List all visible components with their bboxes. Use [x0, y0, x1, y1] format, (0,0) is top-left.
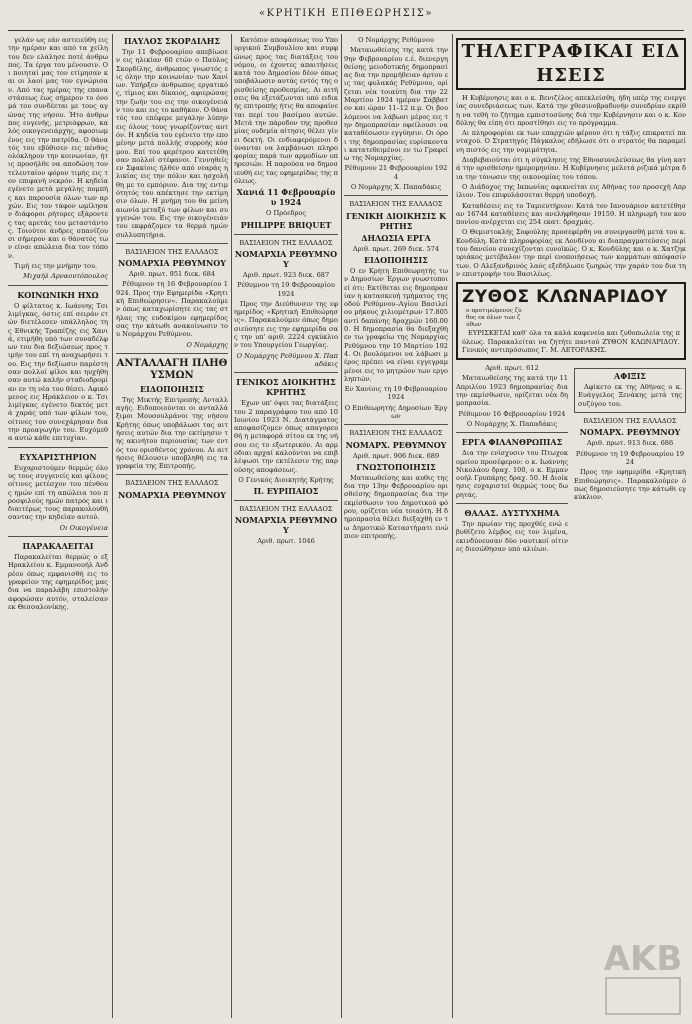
- news-body: Η Κυβέρνησις και ο κ. Βενιζέλος απεκλείσθη, ήδη υπέρ της ενεργείας συνεδριάσεως των. Κατά την χθεσινοβραδυνήν συνεδρίαν εκρίθη να τεθή το ζήτημα εμπιστοσύνης διά την Κυβέρνησιν και ο κ. Κονδύλης θα είπη ότι προστίθησι εις το πρόγραμμα.: [456, 94, 686, 127]
- divider: [456, 503, 568, 504]
- section-heading: ΕΥΧΑΡΙΣΤΗΡΙΟΝ: [19, 451, 97, 462]
- notice-title: ΝΟΜΑΡΧΙΑ ΡΕΘΥΜΝΟΥ: [118, 258, 226, 269]
- notice-title: ΓΕΝΙΚΗ ΔΙΟΙΚΗΣΙΣ ΚΡΗΤΗΣ: [345, 210, 447, 231]
- article-body: Κατόπιν αποφάσεως του Υπουργικού Συμβουλίου και συμφώνως προς τας διατάξεις του νόμου, οι έχοντες απαιτήσεις κατά του Δημοσίου δέον όπως υποβάλωσιν αυτάς εντός της ορισθείσης προθεσμίας. Αι αιτήσεις θα εξετάζωνται υπό ειδικής επιτροπής ήτις θα αποφαίνεται περί του βασίμου αυτών. Μετά την πάροδον της προθεσμίας ουδεμία αίτησις θέλει γίνει δεκτή. Οι ενδιαφερόμενοι δύνανται να λαμβάνωσι πληροφορίας παρά των αρμοδίων υπηρεσιών. Η παρούσα να δημοσιευθή εις τας εφημερίδας της πόλεως.: [234, 36, 338, 186]
- notice-signature: Ο Νομάρχης Ρεθύμνου: [358, 36, 434, 44]
- article-body: Την πρωίαν της προχθές ενώ εβυθίζετο λέμβος εις τον λιμένα, εκινδύνευσαν δύο ναυτικοί οίτινες διεσώθησαν υπό αλιέων.: [456, 519, 568, 553]
- news-body: Καταθέσεις εις το Ταμιευτήριον: Κατά τον Ιανουάριον κατετέθησαν 16744 καταθέσεις και ανελήφθησαν 19159. Η πληρωμή του κουπονίου ανέρχεται εις 254 εκατ. δραχμάς.: [456, 201, 686, 227]
- advertisement-body: ΕΥΡΙΣΚΕΤΑΙ καθ' όλα τα καλά καφενεία και ζυθοπωλεία της πόλεως. Παρακαλείται να ζητήτε παντού ΖΥΘΟΝ ΚΛΩΝΑΡΙΔΟΥ. Γενικός αντιπρόσωπος Γ. Μ. ΛΕΤΟΡΑΚΗΣ.: [462, 329, 680, 354]
- notice-body: Ματαιωθείσης και αυθις της δια την 13ην Φεβρουαρίου ορισθείσης δημοπρασίας δια την εκμίσθωσιν του Δημοτικού φόρου, ορίζεται νέα τοιαύτη. Η δημοπρασία θέλει διεξαχθή εν τω Δημοτικώ Καταστήματι ενώπιον επιτροπής.: [344, 473, 448, 540]
- notice-reference: Αριθ. πρωτ. 951 διεκ. 684: [128, 270, 216, 279]
- section-heading: ΠΑΡΑΚΑΛΕΙΤΑΙ: [22, 541, 94, 552]
- box-title: ΑΦΙΞΙΣ: [614, 371, 646, 382]
- signature-name: Π. ΕΥΡΙΠΑΙΟΣ: [253, 486, 319, 497]
- column-divider: [231, 34, 232, 1018]
- notice-signature: Ο Νομάρχης: [186, 340, 228, 349]
- masthead: «ΚΡΗΤΙΚΗ ΕΠΙΘΕΩΡΗΣΙΣ»: [259, 8, 433, 19]
- dateline: Ρέθυμνον τη 19 Φεβρουαρίου 1924: [237, 281, 335, 298]
- notice-body: Ρέθυμνον τη 16 Φεβρουαρίου 1924. Προς την Εφημερίδα «Κρητική Επιθεώρησιν». Παρακαλούμεν όπως καταχωρίσητε εις τας στήλας της ευδοκίμου εφημερίδος σας την κάτωθι ανακοίνωσιν του Νομάρχου Ρεθύμνου.: [116, 280, 228, 339]
- divider: [8, 285, 108, 286]
- dateline: Χανιά 11 Φεβρουαρίου 1924: [236, 187, 336, 208]
- article-body: Ευχαριστούμεν θερμώς όλους τους συγγενείς και φίλους οίτινες μετέσχον του πένθους ημών επί τη απώλεια του προσφιλούς ημών πατρός και ιδιαιτέρως τους παρακολουθήσαντας την κηδείαν αυτού.: [8, 463, 108, 522]
- watermark-text: ΑΚΒ: [603, 939, 683, 979]
- section-heading: ΑΝΤΑΛΛΑΓΗ ΠΛΗΘΥΣΜΩΝ: [116, 357, 228, 381]
- telegraph-news-heading: ΤΗΛΕΓΡΑΦΙΚΑΙ ΕΙΔΗΣΕΙΣ: [456, 38, 686, 90]
- notice-reference: Αριθ. πρωτ. 269 διεκ. 574: [352, 244, 440, 253]
- notice-signature: Ο Γενικός Διοικητής Κρήτης: [238, 475, 334, 484]
- news-body: Ο Διάδοχος της Ιαπωνίας αφικνείται εις Αθήνας τον προσεχή Απρίλιον. Του επιφυλάσσεται θερμή υποδοχή.: [456, 182, 686, 200]
- notice-body: Ματαιωθείσης της κατά την 9ην Φεβρουαρίου ε.έ. διενεργηθείσης μειοδοτικής δημοπρασίας δια την προμήθειαν άρτου εις τας φυλακάς Ρεθύμνου, ορίζεται νέα τοιαύτη δια την 22 Μαρτίου 1924 ημέραν Σάββατον και ώραν 11–12 π.μ. Οι βουλόμενοι να λάβωσι μέρος εις την δημοπρασίαν οφείλουσι να καταθέσωσιν εγγύησιν. Οι όροι της δημοπρασίας ευρίσκονται κατατεθειμένοι εν τω Γραφείω της Νομαρχίας.: [344, 46, 448, 163]
- notice-subtitle: ΓΝΩΣΤΟΠΟΙΗΣΙΣ: [356, 461, 436, 472]
- notice-signature: Ο Νομάρχης Ρεθύμνου Χ. Παπαδάκις: [236, 351, 338, 368]
- notice-header: ΒΑΣΙΛΕΙΟΝ ΤΗΣ ΕΛΛΑΔΟΣ: [239, 238, 333, 247]
- article-body: γελάν ως εάν αστειεύθη εις την ημέραν και από τα χείλη του δεν ελάλησε ποτέ άνθρωπος. Τα έργα του μένουσιν. Οι ποιηταί μας τον ετίμησαν και οι λαοί μας τον εγνώρισαν. Από τας ημέρας της επαναστάσεως έως σήμερον το όνομά του συνδέεται με τους αγώνας της νήσου. Ήτο άνθρωπος ευγενής, μετριόφρων, καλός οικογενειάρχης, αφοσιωμένος εις την πατρίδα. Ο θάνατός του εβύθισεν εις πένθος ολόκληρον την κοινωνίαν, ήτις προσήλθε να αποδώση τον τελευταίον φόρον τιμής εις τον επιφανή νεκρόν. Η κηδεία εγένετο μετά μεγάλης πομπής και παρουσία όλων των αρχών. Εις τον τάφον ωμίλησαν διάφοροι ρήτορες εξάροντες τας αρετάς του μεταστάντος. Τοιούτοι άνδρες σπανίζουσι σήμερον και ο θάνατός των είναι απώλεια δια τον τόπον.: [8, 36, 108, 260]
- dateline: Ρέθυμνον τη 19 Φεβρουαρίου 1924: [575, 449, 685, 466]
- notice-header: ΒΑΣΙΛΕΙΟΝ ΤΗΣ ΕΛΛΑΔΟΣ: [125, 479, 219, 488]
- divider: [234, 500, 338, 501]
- notice-subtitle: ΕΙΔΟΠΟΙΗΣΙΣ: [140, 383, 204, 394]
- notice-body: Ο εν Κρήτη Επιθεωρητής των Δημοσίων Έργων γνωστοποιεί ότι: Εκτίθεται εις δημοπρασίαν η κατασκευή τμήματος της οδού Ρεθύμνου–Αγίου Βασιλείου μήκους χιλιομέτρων 17.805 αντί δαπάνης δραχμών 160.000. Η δημοπρασία θα διεξαχθή εν τω γραφείω της Νομαρχίας Ρεθύμνου την 10 Μαρτίου 1924. Οι βουλόμενοι να λάβωσι μέρος πρέπει να είναι εγγεγραμμένοι εις το μητρώον των εργοληπτών.: [344, 266, 448, 383]
- lower-split: [456, 364, 686, 555]
- notice-title: ΝΟΜΑΡΧ. ΡΕΘΥΜΝΟΥ: [345, 439, 447, 450]
- notice-body: Προς την Διεύθυνσιν της εφημερίδος «Κρητική Επιθεώρησις». Παρακαλούμεν όπως δημοσιεύσητε εις την εφημερίδα σας την υπ' αριθ. 2224 εγκύκλιον του Υπουργείου Γεωργίας.: [234, 299, 338, 350]
- notice-subtitle: ΔΗΛΩΣΙΑ ΕΡΓΑ: [361, 232, 431, 243]
- article-body: Τιμή εις την μνήμην του.: [14, 262, 98, 271]
- notice-reference: Αριθ. πρωτ. 612: [485, 364, 539, 373]
- beer-advertisement: [456, 282, 686, 360]
- article-signature: Οι Οικογένεια: [59, 523, 108, 532]
- column-2: [116, 36, 228, 1018]
- notice-header: ΒΑΣΙΛΕΙΟΝ ΤΗΣ ΕΛΛΑΔΟΣ: [239, 505, 333, 514]
- column-divider: [341, 34, 342, 1018]
- column-4: [344, 36, 448, 1018]
- notice-header: ΒΑΣΙΛΕΙΟΝ ΤΗΣ ΕΛΛΑΔΟΣ: [349, 429, 443, 438]
- divider: [456, 432, 568, 433]
- section-heading: ΚΟΙΝΩΝΙΚΗ ΗΧΩ: [17, 289, 99, 300]
- section-heading: ΠΑΥΛΟΣ ΣΚΟΡΔΙΛΗΣ: [123, 36, 221, 46]
- news-body: Διαβεβαιούται ότι η σύγκλησις της Εθνοσυνελεύσεως θα γίνη κατά την ορισθείσην ημερομηνίαν. Η Κυβέρνησις μελετά ριζικά μέτρα δια την τόνωσιν της οικονομίας του τόπου.: [456, 156, 686, 181]
- notice-signature: Ο Νομάρχης Χ. Παπαδάκις: [350, 183, 442, 192]
- dateline: Ρέθυμνον 21 Φεβρουαρίου 1924: [344, 164, 448, 181]
- notice-body: Προς την εφημερίδα «Κρητική Επιθεώρησις». Παρακαλούμεν όπως δημοσιεύσητε την κάτωθι εγκύκλιον.: [574, 468, 686, 502]
- column-divider: [452, 34, 453, 1018]
- divider: [344, 424, 448, 425]
- section-heading: ΓΕΝΙΚΟΣ ΔΙΟΙΚΗΤΗΣ ΚΡΗΤΗΣ: [236, 377, 336, 398]
- notice-title: ΝΟΜΑΡΧΙΑ ΡΕΘΥΜΝΟΥ: [118, 489, 226, 500]
- divider: [344, 195, 448, 196]
- section-heading: ΘΑΛΑΣ. ΔΥΣΤΥΧΗΜΑ: [464, 507, 560, 518]
- article-body: Την 11 Φεβρουαρίου απεβίωσεν εις ηλικίαν 60 ετών ο Παύλος Σκορδίλης, άνθρωπος γνωστός εις όλην την κοινωνίαν των Χανίων. Υπήρξεν άνθρωπος εργατικός, τίμιος και δίκαιος, αφιερώσας την ζωήν του εις την οικογένειάν του και εις το καθήκον. Ο θάνατός του επέφερε μεγάλην λύπην εις όλους τους γνωρίζοντας αυτόν. Η κηδεία του εγένετο την επομένην μετά πολλής συρροής κόσμου. Επί του φερέτρου κατετέθησαν πολλοί στέφανοι. Γεννηθείς εν Σφακίοις ήλθεν από νεαράς ηλικίας εις την πόλιν και ησχολήθη με το εμπόριον. Δια της εντιμότητός του απέκτησε την εκτίμησιν όλων. Η μνήμη του θα μείνη αιωνία μεταξύ των φίλων και συγγενών του. Εις την οικογένειάν του εκφράζομεν τα θερμά ημών συλλυπητήρια.: [116, 48, 228, 239]
- advertisement-tagline: ο προτιμώμενος ζύθος εκ όλων των ζύθων: [466, 308, 522, 329]
- notice-header: ΒΑΣΙΛΕΙΟΝ ΤΗΣ ΕΛΛΑΔΟΣ: [349, 200, 443, 209]
- signature-name: PHILIPPE BRIQUET: [240, 219, 332, 230]
- notice-reference: Αριθ. πρωτ. 1046: [257, 537, 315, 546]
- notice-header: ΒΑΣΙΛΕΙΟΝ ΤΗΣ ΕΛΛΑΔΟΣ: [583, 417, 677, 426]
- notice-title: ΝΟΜΑΡΧΙΑ ΡΕΘΥΜΝΟΥ: [234, 248, 338, 269]
- notice-reference: Αριθ. πρωτ. 923 διεκ. 687: [242, 270, 330, 279]
- article-signature: Μιχαήλ Αρναουτόπουλος: [23, 272, 108, 281]
- divider: [116, 243, 228, 244]
- section-heading: ΕΡΓΑ ΦΙΛΑΝΘΡΩΠΙΑΣ: [461, 437, 563, 448]
- notice-body: Της Μικτής Επιτροπής Ανταλλαγής. Ειδοποιούνται οι ανταλλάξιμοι Μουσουλμάνοι της νήσου Κρήτης όπως υποβάλωσι τας αιτήσεις αυτών δια την εκτίμησιν της ακινήτου περιουσίας των εντός του ορισθέντος χρόνου. Αι αιτήσεις θέλουσιν υποβληθή εις τα γραφεία της Επιτροπής.: [116, 395, 228, 471]
- dateline: Εν Χανίοις τη 19 Φεβρουαρίου 1924: [344, 385, 448, 402]
- news-body: Αι πληροφορίαι εκ των επαρχιών φέρουν ότι η τάξις επικρατεί πανταχού. Ο Στρατηγός Πάγκαλος εδήλωσε ότι ο στρατός θα παραμείνη πιστός εις την νομιμότητα.: [456, 129, 686, 154]
- article-body: Δια την ενίσχυσιν του Πτωχοκομείου προσέφερον: ο κ. Ιωάννης Νικολάου δραχ. 100, ο κ. Εμμανουήλ Γρυπάρης δραχ. 50. Η Διοίκησις ευχαριστεί θερμώς τους δωρητάς.: [456, 449, 569, 499]
- divider: [116, 474, 228, 475]
- column-1: [8, 36, 108, 1018]
- notice-reference: Αριθ. πρωτ. 913 διεκ. 686: [586, 439, 674, 448]
- article-body: Παρακαλείται θερμώς ο εξ Ηρακλείου κ. Εμμανουήλ Ανδρέου όπως εμφανισθή εις το γραφείον της εφημερίδος μας δια να παραλάβη επιστολήν αφορώσαν αυτόν, σταλείσαν εκ Θεσσαλονίκης.: [8, 553, 108, 611]
- dateline: Ρέθυμνον 16 Φεβρουαρίου 1924: [458, 409, 566, 418]
- divider: [116, 353, 228, 354]
- box-body: Αφίκετο εκ της Αθήνας ο κ. Ευάγγελος Ξενάκης μετά της συζύγου του.: [578, 383, 682, 408]
- lower-right: [574, 364, 686, 555]
- notice-signature: Ο Νομάρχης Χ. Παπαδάκις: [466, 419, 558, 428]
- divider: [234, 234, 338, 235]
- archive-watermark-logo: [600, 930, 686, 1018]
- divider: [8, 447, 108, 448]
- divider: [8, 536, 108, 537]
- notice-title: ΝΟΜΑΡΧΙΑ ΡΕΘΥΜΝΟΥ: [234, 515, 338, 536]
- notice-signature: Ο Πρόεδρος: [265, 209, 307, 218]
- lower-left: [456, 364, 568, 555]
- notice-body: Ματαιωθείσης της κατά την 11 Απριλίου 1923 δημοπρασίας δια την εκμίσθωσιν, ορίζεται νέα δημοπρασία.: [456, 374, 568, 408]
- notice-header: ΒΑΣΙΛΕΙΟΝ ΤΗΣ ΕΛΛΑΔΟΣ: [125, 247, 219, 256]
- notice-signature: Ο Επιθεωρητής Δημοσίων Έργων: [344, 403, 448, 420]
- notice-title: ΝΟΜΑΡΧ. ΡΕΘΥΜΝΟΥ: [579, 427, 681, 438]
- top-rule: [8, 30, 684, 31]
- notice-body: Έχων υπ' όψει τας διατάξεις του 2 παραγράφου του από 10 Ιουνίου 1923 Ν. Διατάγματος αποφασίζομεν όπως απαγορευθή η μεταφορά σίτου εκ της νήσου εις το εξωτερικόν. Αι αρμόδιαι αρχαί καλούνται να επιβλέψωσι την εκτέλεσιν της παρούσης αποφάσεως.: [234, 399, 338, 474]
- news-body: Ο Θεμιστοκλής Σοφούλης προσεφέρθη να συνεργασθή μετά του κ. Κονδύλη. Κατά πληροφορίας εκ Λονδίνου αι διαπραγματεύσεις περί του δανείου συνεχίζονται ευνοϊκώς. Ο κ. Κονδύλης και ο κ. Χατζηκυριάκος μετέβαλον την περί ενοποιήσεως των κομμάτων απόφασίν των. Ο Αλεξανδρινός λαός εξεδήλωσε ζωηρώς την χαράν του δια την επιστροφήν του Βασιλέως.: [456, 228, 686, 278]
- arrival-box: [574, 368, 686, 413]
- column-3: [234, 36, 338, 1018]
- notice-subtitle: ΕΙΔΟΠΟΙΗΣΙΣ: [364, 254, 428, 265]
- article-body: Ο φίλτατος κ. Ιωάννης Τσιλιμίγκας, όστις επί σειράν ετών διετέλεσεν υπάλληλος της Εθνικής Τραπέζης εις Χανιά, ετιμήθη υπό των συναδέλφων του δια δεξιώσεως προς τιμήν του επί τη αναχωρήσει του. Εις την δεξίωσιν παρέστησαν πολλοί φίλοι και ηυχήθησαν αυτώ καλήν σταδιοδρομίαν εν τη νέα του θέσει. Αφικόμενος εις Ηράκλειον ο κ. Τσιλιμίγκας εγένετο δεκτός μετά χαράς υπό των φίλων του, οίτινες τον συνεχάρησαν δια την προαγωγήν του. Ευχόμεθα αυτώ κάθε επιτυχίαν.: [8, 301, 108, 443]
- notice-reference: Αριθ. πρωτ. 906 διεκ. 689: [352, 451, 440, 460]
- advertisement-title: ΖΥΘΟΣ ΚΛΩΝΑΡΙΔΟΥ: [462, 287, 668, 308]
- watermark-frame: [606, 978, 680, 1014]
- column-5: [456, 36, 686, 1018]
- divider: [234, 372, 338, 373]
- column-divider: [112, 34, 113, 1018]
